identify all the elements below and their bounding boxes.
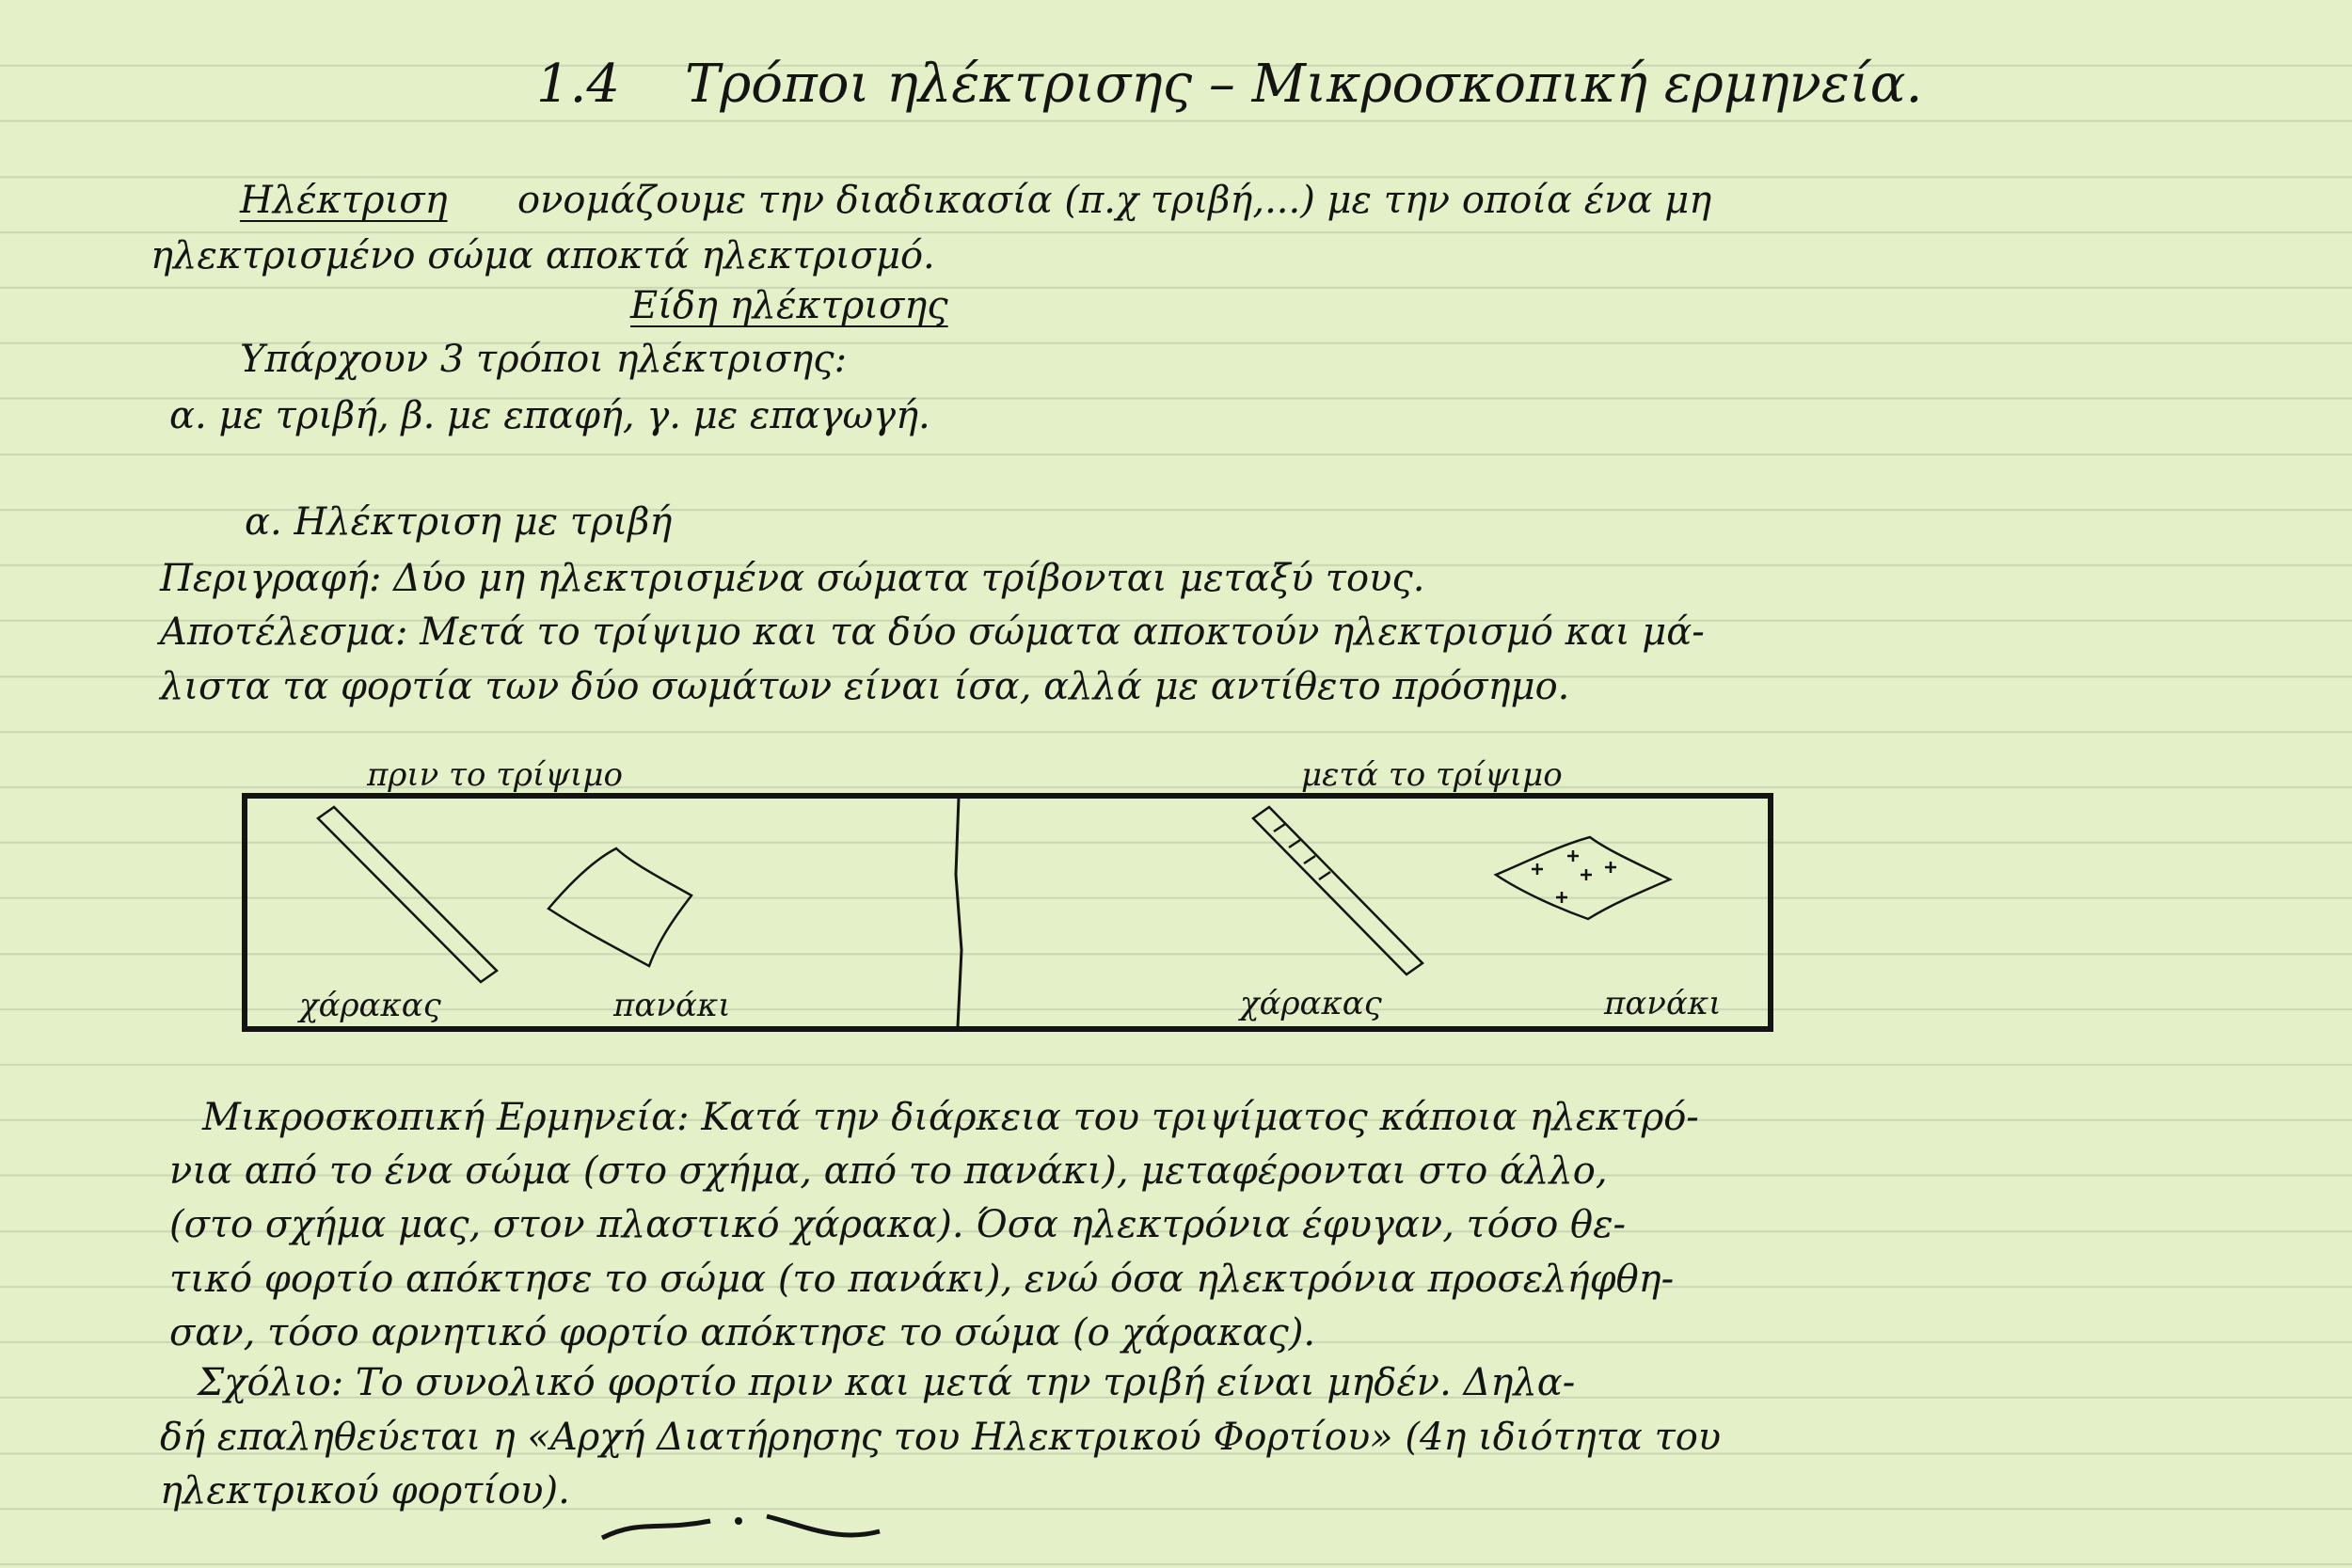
micro-line-4: τικό φορτίο απόκτησε το σώμα (το πανάκι), ενώ όσα ηλεκτρόνια προσελήφθη- [169,1258,1675,1301]
note-line-2: δή επαληθεύεται η «Αρχή Διατήρησης του Ηλεκτρικού Φορτίου» (4η ιδιότητα του [160,1416,1722,1459]
label-after: μετά το τρίψιμο [1301,756,1563,794]
types-list: α. με τριβή, β. με επαφή, γ. με επαγωγή. [169,394,930,437]
micro-line-1: Μικροσκοπική Ερμηνεία: Κατά την διάρκεια του τριψίματος κάποια ηλεκτρό- [202,1096,1699,1139]
ruler-after-minus-signs [1274,824,1330,879]
figure-divider [956,798,961,1027]
micro-line-2: νια από το ένα σώμα (στο σχήμα, από το πανάκι), μεταφέρονται στο άλλο, [169,1149,1608,1193]
note-line-3: ηλεκτρικού φορτίου). [160,1469,570,1513]
end-flourish-right [767,1516,880,1535]
friction-result-line-2: λιστα τα φορτία των δύο σωμάτων είναι ίσα, αλλά με αντίθετο πρόσημο. [160,665,1570,708]
term-electrification: Ηλέκτριση [240,179,448,222]
micro-line-3: (στο σχήμα μας, στον πλαστικό χάρακα). Όσα ηλεκτρόνια έφυγαν, τόσο θε- [169,1203,1627,1246]
ruler-before-shape [318,807,497,982]
friction-description: Περιγραφή: Δύο μη ηλεκτρισμένα σώματα τρίβονται μεταξύ τους. [160,557,1425,600]
figure-frame [245,796,1771,1029]
section-number: 1.4 [536,54,621,115]
end-flourish-left [602,1521,710,1538]
cloth-after-shape [1496,837,1670,919]
friction-heading: α. Ηλέκτριση με τριβή [245,500,673,544]
page-title: Τρόποι ηλέκτρισης – Μικροσκοπική ερμηνεία. [685,54,1923,115]
label-before: πριν το τρίψιμο [367,756,623,794]
definition-line-2: ηλεκτρισμένο σώμα αποκτά ηλεκτρισμό. [151,234,935,277]
note-line-1: Σχόλιο: Το συνολικό φορτίο πριν και μετά την τριβή είναι μηδέν. Δηλα- [198,1361,1576,1404]
definition-line-1: ονομάζουμε την διαδικασία (π.χ τριβή,...) με την οποία ένα μη [517,179,1712,222]
cloth-before-shape [548,848,691,966]
types-heading: Είδη ηλέκτρισης [630,284,948,327]
friction-result-line-1: Αποτέλεσμα: Μετά το τρίψιμο και τα δύο σώματα αποκτούν ηλεκτρισμό και μά- [160,610,1705,654]
label-ruler-after: χάρακας [1240,985,1382,1022]
micro-line-5: σαν, τόσο αρνητικό φορτίο απόκτησε το σώμα (ο χάρακας). [169,1311,1316,1354]
ruler-after-shape [1253,807,1422,974]
types-intro: Υπάρχουν 3 τρόποι ηλέκτρισης: [240,338,848,381]
label-ruler-before: χάρακας [299,987,441,1024]
label-cloth-before: πανάκι [613,987,731,1024]
cloth-after-plus-signs [1532,850,1616,903]
label-cloth-after: πανάκι [1604,985,1722,1022]
end-flourish-dot [735,1517,742,1525]
